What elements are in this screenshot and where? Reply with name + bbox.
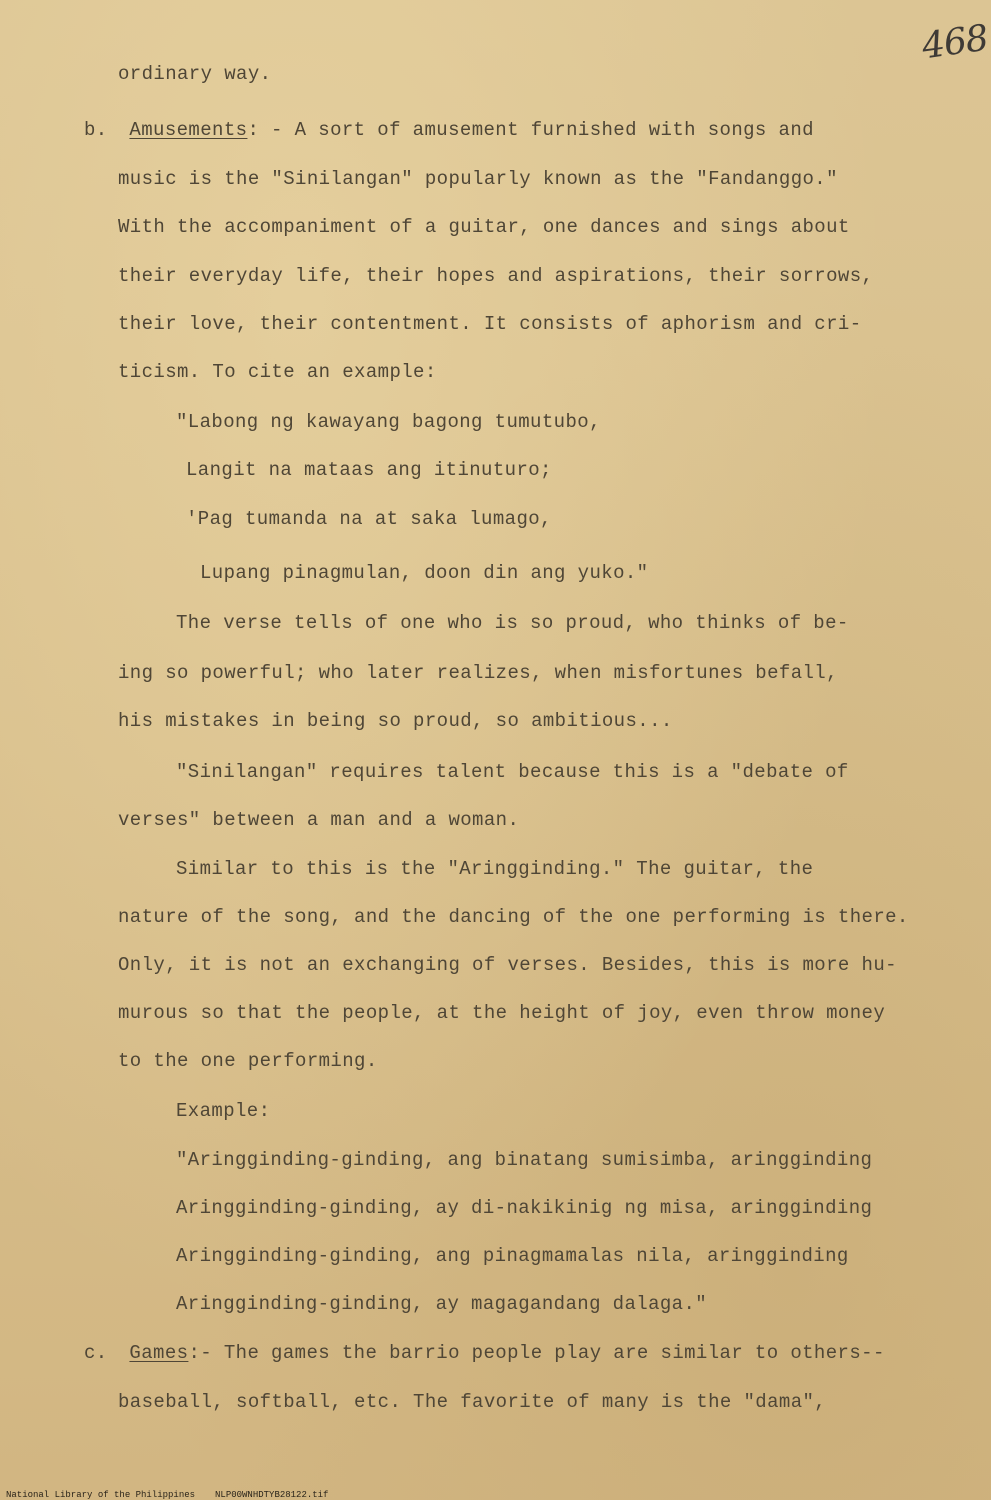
verse-line: Aringginding-ginding, ay di-nakikinig ng misa, aringginding — [176, 1197, 873, 1219]
text-line: With the accompaniment of a guitar, one dances and sings about — [118, 216, 850, 238]
text-line: murous so that the people, at the height of joy, even throw money — [118, 1002, 886, 1024]
text-fragment: : - A sort of amusement furnished with songs and — [247, 119, 814, 141]
verse-line: "Labong ng kawayang bagong tumutubo, — [176, 411, 601, 433]
text-line: Similar to this is the "Aringginding." The guitar, the — [176, 858, 814, 880]
section-label: c. — [84, 1342, 108, 1364]
text-line: ing so powerful; who later realizes, when misfortunes befall, — [118, 662, 838, 684]
text-line: to the one performing. — [118, 1050, 378, 1072]
text-fragment: :- The games the barrio people play are similar to others-- — [188, 1342, 885, 1364]
text-line: ordinary way. — [118, 63, 272, 85]
text-line: baseball, softball, etc. The favorite of many is the "dama", — [118, 1391, 827, 1413]
scan-footer — [6, 1490, 348, 1500]
section-heading-games: Games — [129, 1342, 189, 1364]
text-line: their love, their contentment. It consists of aphorism and cri- — [118, 313, 862, 335]
section-b-line — [84, 118, 814, 142]
text-line: ticism. To cite an example: — [118, 361, 437, 383]
footer-filename: NLP00WNHDTYB28122.tif — [215, 1490, 329, 1500]
text-line: verses" between a man and a woman. — [118, 809, 520, 831]
verse-line: 'Pag tumanda na at saka lumago, — [186, 508, 552, 530]
page-number: 468 — [919, 17, 991, 68]
verse-line: Aringginding-ginding, ang pinagmamalas nila, aringginding — [176, 1245, 849, 1267]
verse-line: "Aringginding-ginding, ang binatang sumisimba, aringginding — [176, 1149, 873, 1171]
text-line: Only, it is not an exchanging of verses. Besides, this is more hu- — [118, 954, 897, 976]
example-label: Example: — [176, 1100, 271, 1122]
verse-line: Aringginding-ginding, ay magagandang dalaga." — [176, 1293, 708, 1315]
footer-library: National Library of the Philippines — [6, 1490, 196, 1500]
section-c-line — [84, 1341, 885, 1365]
verse-line: Lupang pinagmulan, doon din ang yuko." — [200, 562, 649, 584]
text-line: "Sinilangan" requires talent because this is a "debate of — [176, 761, 849, 783]
section-label: b. — [84, 119, 108, 141]
text-line: nature of the song, and the dancing of the one performing is there. — [118, 906, 909, 928]
text-line: their everyday life, their hopes and aspirations, their sorrows, — [118, 265, 874, 287]
text-line: music is the "Sinilangan" popularly known as the "Fandanggo." — [118, 168, 838, 190]
text-line: his mistakes in being so proud, so ambitious... — [118, 710, 673, 732]
text-line: The verse tells of one who is so proud, who thinks of be- — [176, 612, 849, 634]
section-heading-amusements: Amusements — [129, 119, 248, 141]
verse-line: Langit na mataas ang itinuturo; — [186, 459, 552, 481]
